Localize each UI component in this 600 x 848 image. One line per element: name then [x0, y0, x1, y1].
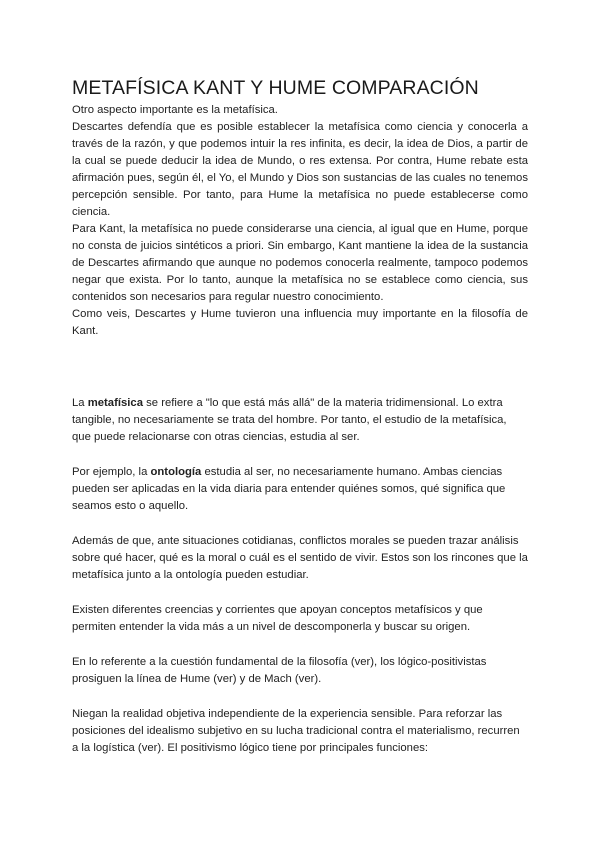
text-run: La	[72, 397, 88, 409]
section-gap	[72, 340, 528, 395]
text-run: estudia al ser, no necesariamente humano. Ambas ciencias pueden ser aplicadas en la vida diaria para entender quiénes somos, qué significa que seamos esto o aquello.	[72, 466, 506, 512]
page-title: METAFÍSICA KANT Y HUME COMPARACIÓN	[72, 77, 479, 99]
paragraph-niegan: Niegan la realidad objetiva independiente de la experiencia sensible. Para reforzar las posiciones del idealismo subjetivo en su lucha tradicional contra el materialismo, recurren a la logística (ver). El positivismo lógico tiene por principales funciones:	[72, 708, 520, 754]
bold-term-ontologia: ontología	[150, 466, 202, 478]
paragraph-descartes-hume: Descartes defendía que es posible establecer la metafísica como ciencia y conocerla a través de la razón, y que podemos intuir la res infinita, es decir, la idea de Dios, a partir de la cual se puede deducir la idea de Mundo, o res extensa. Por contra, Hume rebate esta afirmación pues, según él, el Yo, el Mundo y Dios son sustancias de las cuales no tenemos percepción sensible. Por tanto, para Hume la metafísica no puede establecerse como ciencia.	[72, 121, 528, 218]
paragraph-conclusion: Como veis, Descartes y Hume tuvieron una influencia muy importante en la filosofía de Kant.	[72, 308, 528, 337]
text-run: Por ejemplo, la	[72, 466, 151, 478]
text-run: se refiere a "lo que está más allá" de la materia tridimensional. Lo extra tangible, no necesariamente se trata del hombre. Por tanto, el estudio de la metafísica, que puede relacionarse con otras ciencias, estudia al ser.	[72, 397, 507, 443]
paragraph-intro: Otro aspecto importante es la metafísica.	[72, 104, 278, 116]
paragraph-kant: Para Kant, la metafísica no puede considerarse una ciencia, al igual que en Hume, porque no consta de juicios sintéticos a priori. Sin embargo, Kant mantiene la idea de la sustancia de Descartes afirmando que aunque no podemos conocerla realmente, tampoco podemos negar que exista. Por lo tanto, aunque la metafísica no se establece como ciencia, sus contenidos son necesarios para regular nuestro conocimiento.	[72, 223, 528, 303]
bold-term-metafisica: metafísica	[87, 397, 143, 409]
paragraph-ontologia	[72, 464, 528, 515]
paragraph-creencias: Existen diferentes creencias y corrientes que apoyan conceptos metafísicos y que permiten entender la vida más a un nivel de descomponerla y buscar su origen.	[72, 604, 483, 633]
paragraph-metafisica-def	[72, 395, 528, 446]
paragraph-situaciones: Además de que, ante situaciones cotidianas, conflictos morales se pueden trazar análisis sobre qué hacer, qué es la moral o cuál es el sentido de vivir. Estos son los rincones que la metafísica junto a la ontología pueden estudiar.	[72, 535, 528, 581]
paragraph-logico-positivistas: En lo referente a la cuestión fundamental de la filosofía (ver), los lógico-positivistas prosiguen la línea de Hume (ver) y de Mach (ver).	[72, 656, 487, 685]
